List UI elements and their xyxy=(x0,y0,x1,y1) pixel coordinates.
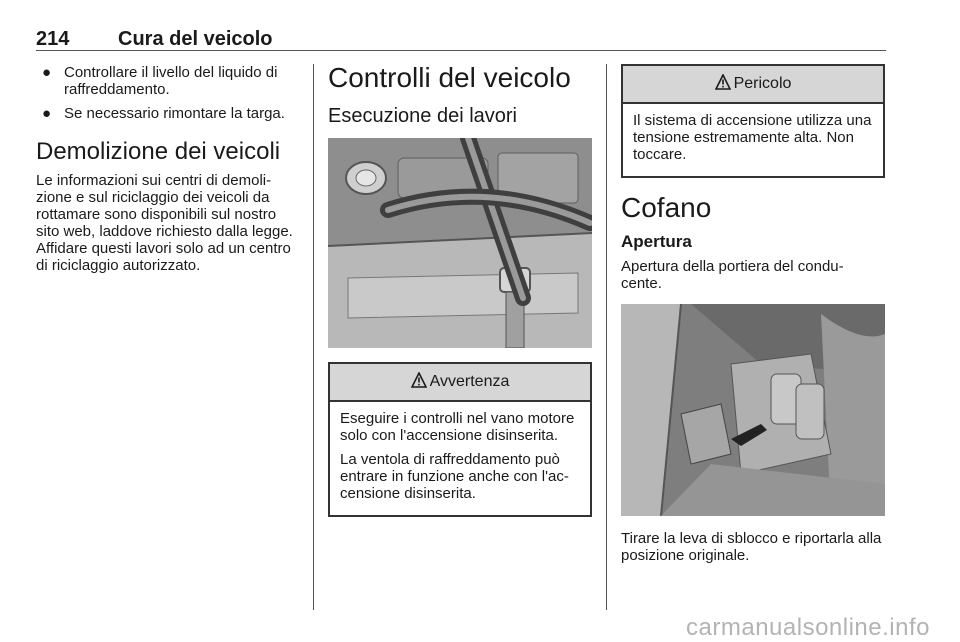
warning-paragraph-1: Eseguire i controlli nel vano motore solo con l'accensione disinserita. xyxy=(340,410,575,444)
warning-box-body xyxy=(330,402,590,515)
header-divider xyxy=(36,50,886,51)
list-item: ● Controllare il livello del liquido di raffreddamento. xyxy=(42,64,278,98)
warning-triangle-icon xyxy=(411,372,427,393)
subsection-title-opening: Apertura xyxy=(621,232,692,251)
bullet-list xyxy=(36,64,300,122)
page-number: 214 xyxy=(36,28,70,50)
warning-box-header xyxy=(330,364,590,402)
section-title-demolition: Demolizione dei veicoli xyxy=(36,138,281,165)
chapter-title: Cura del veicolo xyxy=(118,28,273,50)
danger-heading: Pericolo xyxy=(733,75,792,92)
danger-box-body xyxy=(623,104,883,176)
section-title-vehicle-checks: Controlli del veicolo xyxy=(328,62,571,93)
warning-box xyxy=(328,362,592,517)
opening-paragraph-2: Tirare la leva di sblocco e riportarla alla posizione originale. xyxy=(621,530,882,564)
list-item: ● Se necessario rimontare la targa. xyxy=(42,105,285,122)
danger-box xyxy=(621,64,885,178)
watermark: carmanualsonline.info xyxy=(686,614,930,641)
warning-triangle-icon xyxy=(715,74,731,95)
column-right xyxy=(621,64,885,571)
bullet-icon: ● xyxy=(42,105,52,122)
column-left xyxy=(36,64,300,281)
section-title-bonnet: Cofano xyxy=(621,192,712,223)
release-lever-illustration xyxy=(621,304,885,516)
column-divider-1 xyxy=(313,64,314,610)
demolition-paragraph: Le informazioni sui centri di demoli- zione e sul riciclaggio dei veicoli da rottamare sono disponibili sul nostro sito web, laddove richiesto dalla legge. Affidare questi lavori solo ad un centro di riciclaggio autorizzato. xyxy=(36,172,293,274)
engine-bay-illustration xyxy=(328,138,592,348)
warning-heading: Avvertenza xyxy=(429,373,510,390)
column-middle xyxy=(328,64,592,517)
page-header xyxy=(36,26,886,50)
column-divider-2 xyxy=(606,64,607,610)
danger-box-header xyxy=(623,66,883,104)
danger-paragraph: Il sistema di accensione utilizza una tensione estremamente alta. Non toccare. xyxy=(633,112,872,163)
opening-paragraph-1: Apertura della portiera del condu- cente. xyxy=(621,258,844,292)
subsection-title-work: Esecuzione dei lavori xyxy=(328,105,517,127)
bullet-icon: ● xyxy=(42,64,52,81)
warning-paragraph-2: La ventola di raffreddamento può entrare in funzione anche con l'ac- censione disinserita. xyxy=(340,451,569,502)
